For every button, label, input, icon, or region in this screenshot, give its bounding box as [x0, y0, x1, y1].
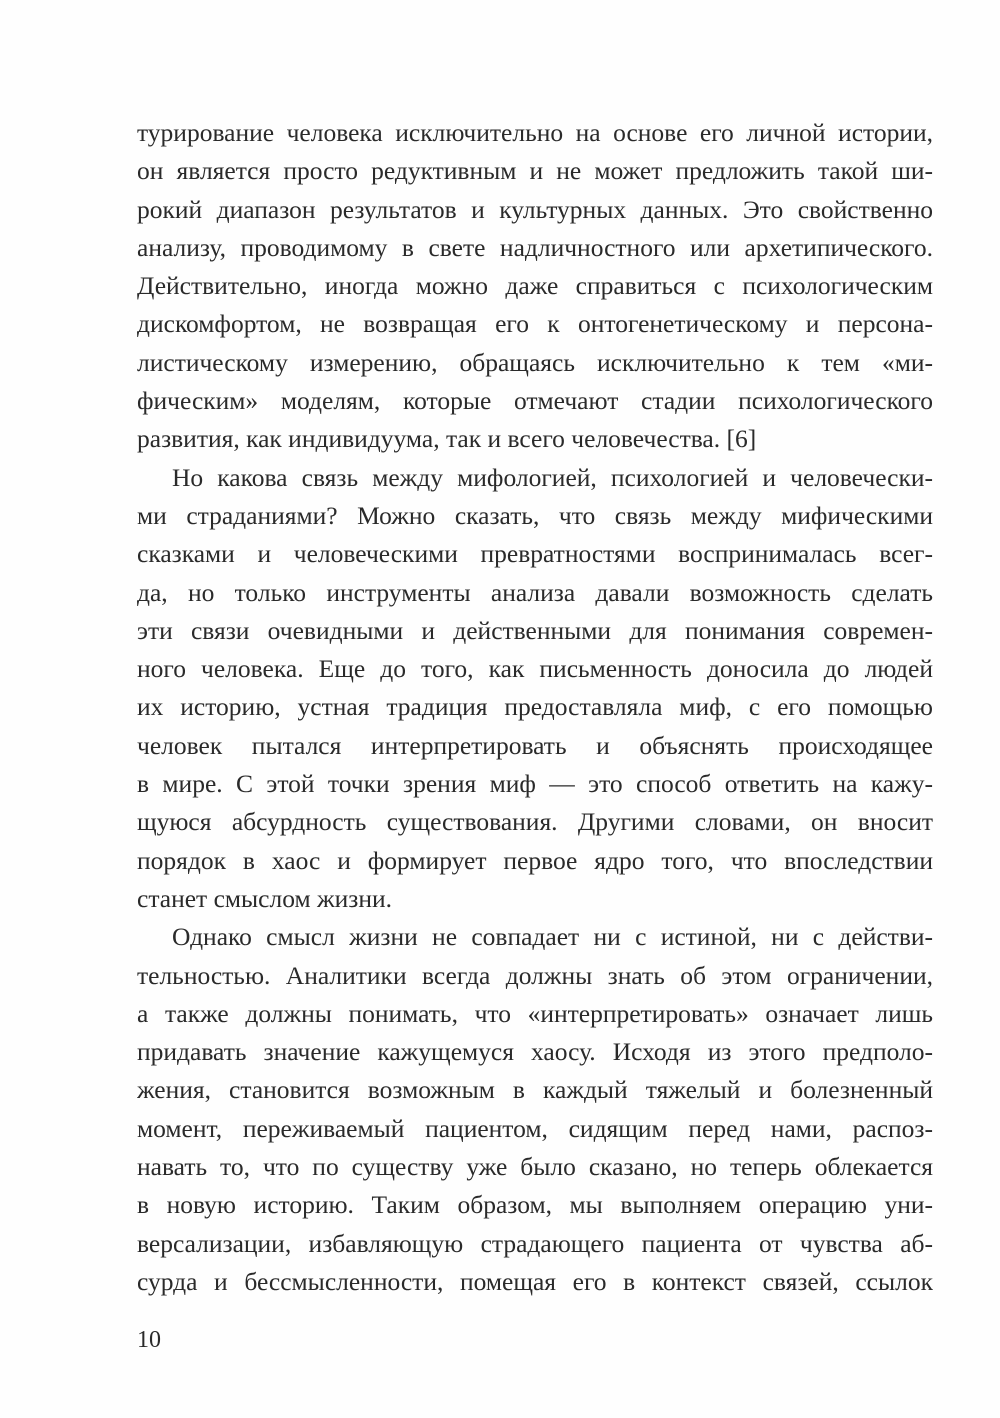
text-line: фическим» моделям, которые отмечают стадии психологического [137, 386, 933, 416]
paragraph [137, 459, 933, 919]
text-line: листическому измерению, обращаясь исключительно к тем «ми- [137, 347, 933, 377]
text-line: он является просто редуктивным и не может предложить такой ши- [137, 156, 933, 186]
text-line: а также должны понимать, что «интерпретировать» означает лишь [137, 998, 933, 1028]
text-line: сурда и бессмысленности, помещая его в контекст связей, ссылок [137, 1266, 933, 1296]
text-line: сказками и человеческими превратностями воспринималась всег- [137, 539, 933, 569]
text-line: рокий диапазон результатов и культурных данных. Это свойственно [137, 194, 933, 224]
text-line: версализации, избавляющую страдающего пациента от чувства аб- [137, 1228, 933, 1258]
text-line: навать то, что по существу уже было сказано, но теперь облекается [137, 1152, 933, 1182]
text-line: человек пытался интерпретировать и объяснять происходящее [137, 730, 933, 760]
page-content [137, 114, 933, 1354]
text-line: эти связи очевидными и действенными для понимания современ- [137, 615, 933, 645]
text-line: жения, становится возможным в каждый тяжелый и болезненный [137, 1075, 933, 1105]
text-line: ми страданиями? Можно сказать, что связь между мифическими [137, 500, 933, 530]
text-line: момент, переживаемый пациентом, сидящим перед нами, распоз- [137, 1113, 933, 1143]
text-line: Однако смысл жизни не совпадает ни с истиной, ни с действи- [172, 922, 933, 952]
body-text [137, 114, 933, 1301]
paragraph [137, 918, 933, 1301]
text-line: тельностью. Аналитики всегда должны знать об этом ограничении, [137, 960, 933, 990]
text-line: дискомфортом, не возвращая его к онтогенетическому и персона- [137, 309, 933, 339]
text-line: турирование человека исключительно на основе его личной истории, [137, 118, 933, 147]
text-line: анализу, проводимому в свете надличностного или архетипического. [137, 232, 933, 262]
paragraph [137, 114, 933, 459]
text-line: да, но только инструменты анализа давали возможность сделать [137, 577, 933, 607]
text-line: станет смыслом жизни. [137, 883, 392, 913]
text-line: в новую историю. Таким образом, мы выполняем операцию уни- [137, 1190, 933, 1220]
text-line: Но какова связь между мифологией, психологией и человечески- [172, 462, 933, 492]
text-line: придавать значение кажущемуся хаосу. Исходя из этого предполо- [137, 1037, 933, 1067]
text-line: ного человека. Еще до того, как письменность доносила до людей [137, 654, 933, 684]
text-line: порядок в хаос и формирует первое ядро того, что впоследствии [137, 845, 933, 875]
text-line: щуюся абсурдность существования. Другими словами, он вносит [137, 807, 933, 837]
text-line: в мире. С этой точки зрения миф — это способ ответить на кажу- [137, 769, 933, 799]
text-line: их историю, устная традиция предоставляла миф, с его помощью [137, 692, 933, 722]
page-number: 10 [137, 1327, 161, 1354]
text-line: Действительно, иногда можно даже справиться с психологическим [137, 271, 933, 301]
text-line: развития, как индивидуума, так и всего человечества. [6] [137, 424, 757, 454]
